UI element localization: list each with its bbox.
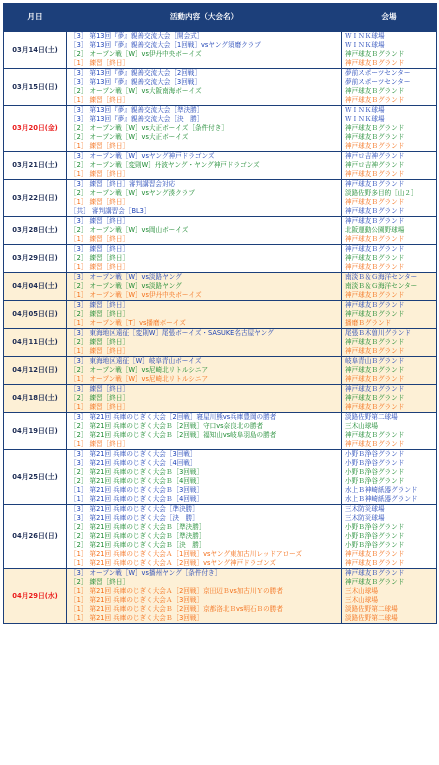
venue-entry: 神戸球友Ｂグランド (345, 569, 405, 577)
schedule-row (4, 357, 437, 385)
venue-entry: 小野Ｂ浄谷グランド (345, 468, 405, 476)
activity-entry: ［1］ 練習［終日］ (70, 142, 130, 150)
activity-entry: ［1］ 練習［終日］ (70, 440, 130, 448)
activity-entry: ［1］ オープン戦［T］vs播磨ボーイズ (70, 319, 186, 327)
header-activity: 活動内容（大会名） (67, 4, 342, 32)
venue-cell (342, 385, 437, 413)
activity-entry: ［2］ 第21回 兵庫のじぎく大会Ｂ［2回戦］福知山vs岐阜羽島の勝者 (70, 431, 277, 439)
venue-cell (342, 152, 437, 180)
venue-cell (342, 569, 437, 624)
venue-entry: ＷＩＮＫ球場 (345, 41, 385, 49)
activity-cell (67, 180, 342, 217)
venue-entry: 北阪運動公園野球場 (345, 226, 405, 234)
activity-entry: ［2］ オープン戦［W］vsヤング湊クラブ (70, 189, 195, 197)
activity-entry: ［2］ オープン戦［W］vs淡路ヤング (70, 282, 182, 290)
venue-entry: 小野Ｂ浄谷グランド (345, 532, 405, 540)
activity-entry: ［3］ 第21回 兵庫のじぎく大会［準決勝］ (70, 505, 199, 513)
activity-entry: ［3］ 第13回『夢』親善交流大会［2回戦］ (70, 69, 201, 77)
activity-cell (67, 329, 342, 357)
activity-entry: ［1］ オープン戦［W］vs尼崎北リトルシニア (70, 375, 209, 383)
schedule-row (4, 69, 437, 106)
venue-entry: 神戸球友Ｂグランド (345, 142, 405, 150)
activity-cell (67, 301, 342, 329)
venue-entry: 神戸球友Ｂグランド (345, 96, 405, 104)
activity-cell (67, 217, 342, 245)
activity-entry: ［3］ 練習［終日］ (70, 245, 130, 253)
venue-cell (342, 69, 437, 106)
venue-entry: 小野Ｂ浄谷グランド (345, 459, 405, 467)
venue-entry: 三木山球場 (345, 422, 378, 430)
header-row (4, 4, 437, 32)
row-date: 03月28日(土) (4, 217, 67, 245)
venue-entry: 小野Ｂ浄谷グランド (345, 541, 405, 549)
activity-entry: ［3］ 第13回『夢』親善交流大会［決 勝］ (70, 115, 204, 123)
activity-entry: ［2］ 第21回 兵庫のじぎく大会Ｂ［決 勝］ (70, 541, 206, 549)
venue-entry: 水上Ｂ神崎紙器グランド (345, 486, 418, 494)
activity-entry: ［3］ 練習［終日］ (70, 385, 130, 393)
header-venue: 会場 (342, 4, 437, 32)
row-date: 04月11日(土) (4, 329, 67, 357)
venue-cell (342, 357, 437, 385)
header-date: 月日 (4, 4, 67, 32)
row-date: 04月05日(日) (4, 301, 67, 329)
activity-entry: ［1］ 第21回 兵庫のじぎく大会Ａ［1回戦］vsヤング東加古川レッドアローズ (70, 550, 302, 558)
row-date: 03月22日(日) (4, 180, 67, 217)
schedule-row (4, 273, 437, 301)
row-date: 04月25日(土) (4, 450, 67, 505)
row-date: 04月12日(日) (4, 357, 67, 385)
activity-entry: ［3］ 第13回『夢』親善交流大会［3回戦］ (70, 78, 201, 86)
activity-cell (67, 505, 342, 569)
venue-entry: 神戸球友Ｂグランド (345, 59, 405, 67)
schedule-row (4, 245, 437, 273)
schedule-row (4, 217, 437, 245)
activity-entry: ［3］ 第13回『夢』親善交流大会［準決勝］ (70, 106, 204, 114)
activity-entry: ［2］ 練習［終日］ (70, 310, 130, 318)
venue-cell (342, 505, 437, 569)
schedule-row (4, 329, 437, 357)
venue-entry: 神戸球友Ｂグランド (345, 550, 405, 558)
venue-entry: 南淡Ｂ＆Ｇ海洋センター (345, 282, 418, 290)
activity-entry: ［3］ 第13回『夢』親善交流大会［開会式］ (70, 32, 204, 40)
venue-entry: ＷＩＮＫ球場 (345, 32, 385, 40)
schedule-row (4, 180, 437, 217)
venue-entry: 淡路佐野第二球場 (345, 605, 398, 613)
venue-cell (342, 273, 437, 301)
activity-entry: ［3］ 東海地区遠征［W］岐阜青山ボーイズ (70, 357, 202, 365)
venue-entry: 淡路佐野第二球場 (345, 614, 398, 622)
activity-entry: ［1］ 第21回 兵庫のじぎく大会Ｂ［4回戦］ (70, 495, 204, 503)
schedule-row (4, 385, 437, 413)
row-date: 04月26日(日) (4, 505, 67, 569)
venue-entry: 神戸球友Ｂグランド (345, 87, 405, 95)
venue-entry: 神戸球友Ｂグランド (345, 198, 405, 206)
activity-cell (67, 245, 342, 273)
venue-entry: 三木防災球場 (345, 514, 385, 522)
venue-entry: 神戸球友Ｂグランド (345, 385, 405, 393)
venue-cell (342, 245, 437, 273)
schedule-row (4, 301, 437, 329)
venue-entry: 夢前スポーツセンター (345, 69, 411, 77)
activity-entry: ［2］ オープン戦［W］vs伊丹中央ボーイズ (70, 50, 202, 58)
venue-cell (342, 413, 437, 450)
activity-entry: ［3］ 東海地区遠征［変則W］尾張ボーイズ・SASUKE名古屋ヤング (70, 329, 274, 337)
venue-entry: 神戸球友Ｂグランド (345, 338, 405, 346)
venue-entry: 神戸球友Ｂグランド (345, 50, 405, 58)
venue-entry: 夢前スポーツセンター (345, 78, 411, 86)
venue-entry: 神戸球友Ｂグランド (345, 133, 405, 141)
activity-entry: ［3］ オープン戦［W］vs播州ヤング［条件付き］ (70, 569, 222, 577)
venue-entry: 神戸ロ吉神グランド (345, 161, 405, 169)
schedule-row (4, 413, 437, 450)
activity-entry: ［3］ 練習［終日］ (70, 217, 130, 225)
activity-entry: ［2］ 練習［終日］ (70, 394, 130, 402)
schedule-body (4, 32, 437, 624)
venue-entry: 南淡Ｂ＆Ｇ海洋センター (345, 273, 418, 281)
activity-entry: ［2］ オープン戦［W］vs大正ボーイズ［条件付き］ (70, 124, 228, 132)
venue-cell (342, 450, 437, 505)
activity-entry: ［1］ 第21回 兵庫のじぎく大会Ｂ［2回戦］京都洛北Ｂvs明石Ｂの勝者 (70, 605, 283, 613)
activity-entry: ［3］ 第21回 兵庫のじぎく大会［4回戦］ (70, 459, 197, 467)
venue-entry: 神戸球友Ｂグランド (345, 263, 405, 271)
activity-entry: ［1］ オープン戦［W］vs伊丹中央ボーイズ (70, 291, 202, 299)
venue-entry: 三木山球場 (345, 587, 378, 595)
venue-entry: 神戸球友Ｂグランド (345, 207, 405, 215)
activity-entry: ［2］ 練習［終日］ (70, 338, 130, 346)
row-date: 03月14日(土) (4, 32, 67, 69)
activity-entry: ［3］ オープン戦［W］vs淡路ヤング (70, 273, 182, 281)
schedule-row (4, 152, 437, 180)
schedule-row (4, 450, 437, 505)
venue-entry: 神戸ロ吉神グランド (345, 152, 405, 160)
activity-entry: ［3］ 第21回 兵庫のじぎく大会［決 勝］ (70, 514, 199, 522)
activity-entry: ［2］ 練習［終日］ (70, 254, 130, 262)
schedule-row (4, 505, 437, 569)
venue-entry: 神戸球友Ｂグランド (345, 394, 405, 402)
activity-entry: ［3］ 第13回『夢』親善交流大会［1回戦］vsヤング須磨クラブ (70, 41, 261, 49)
activity-entry: ［1］ 練習［終日］ (70, 198, 130, 206)
activity-entry: ［2］ オープン戦［W］vs大正ボーイズ (70, 133, 189, 141)
venue-entry: 神戸球友Ｂグランド (345, 170, 405, 178)
venue-entry: 神戸球友Ｂグランド (345, 366, 405, 374)
activity-entry: ［1］ 第21回 兵庫のじぎく大会Ｂ［3回戦］ (70, 486, 204, 494)
activity-cell (67, 385, 342, 413)
venue-cell (342, 301, 437, 329)
activity-entry: ［3］ 第21回 兵庫のじぎく大会［3回戦］ (70, 450, 197, 458)
activity-entry: ［3］ 第21回 兵庫のじぎく大会［2回戦］寝屋川熊vs兵庫豊岡の勝者 (70, 413, 277, 421)
venue-entry: 三木防災球場 (345, 505, 385, 513)
venue-entry: ＷＩＮＫ球場 (345, 115, 385, 123)
venue-entry: 水上Ｂ神崎紙器グランド (345, 495, 418, 503)
venue-entry: 淡路佐野第二球場 (345, 413, 398, 421)
activity-entry: ［2］ オープン戦［W］vs岡山ボーイズ (70, 226, 189, 234)
venue-entry: 神戸球友Ｂグランド (345, 235, 405, 243)
schedule-row (4, 569, 437, 624)
venue-entry: 播磨Ｂグランド (345, 319, 392, 327)
activity-entry: ［2］ 第21回 兵庫のじぎく大会Ｂ［2回戦］守口vs奈良北の勝者 (70, 422, 264, 430)
venue-entry: 小野Ｂ浄谷グランド (345, 477, 405, 485)
activity-cell (67, 32, 342, 69)
activity-entry: ［3］ 練習［終日］審判講習会対応 (70, 180, 176, 188)
venue-entry: 神戸球友Ｂグランド (345, 440, 405, 448)
venue-entry: 小野Ｂ浄谷グランド (345, 523, 405, 531)
venue-entry: 三木山球場 (345, 596, 378, 604)
venue-entry: 神戸球友Ｂグランド (345, 180, 405, 188)
activity-cell (67, 413, 342, 450)
row-date: 03月29日(日) (4, 245, 67, 273)
venue-entry: 神戸球友Ｂグランド (345, 347, 405, 355)
activity-entry: ［3］ オープン戦［W］vsヤング神戸ドラゴンズ (70, 152, 215, 160)
row-date: 04月18日(土) (4, 385, 67, 413)
venue-entry: 岐阜青山Ｂグランド (345, 357, 405, 365)
venue-cell (342, 217, 437, 245)
row-date: 03月15日(日) (4, 69, 67, 106)
activity-entry: ［1］ 練習［終日］ (70, 96, 130, 104)
activity-cell (67, 152, 342, 180)
activity-entry: ［2］ オープン戦［変則W］丹波ヤング・ヤング神戸ドラゴンズ (70, 161, 260, 169)
venue-entry: 神戸球友Ｂグランド (345, 291, 405, 299)
venue-entry: 神戸球友Ｂグランド (345, 559, 405, 567)
activity-entry: ［3］ 練習［終日］ (70, 301, 130, 309)
activity-cell (67, 69, 342, 106)
venue-entry: 淡路佐野多目的［山２］ (345, 189, 418, 197)
activity-entry: ［2］ 第21回 兵庫のじぎく大会Ｂ［準決勝］ (70, 532, 206, 540)
activity-entry: ［1］ 第21回 兵庫のじぎく大会Ｂ［3回戦］ (70, 614, 204, 622)
venue-entry: 小野Ｂ浄谷グランド (345, 450, 405, 458)
activity-entry: ［2］ オープン戦［W］vs大阪南海ボーイズ (70, 87, 202, 95)
row-date: 03月21日(土) (4, 152, 67, 180)
activity-cell (67, 106, 342, 152)
activity-entry: ［2］ 練習［終日］ (70, 578, 130, 586)
venue-cell (342, 32, 437, 69)
activity-entry: ［1］ 練習［終日］ (70, 403, 130, 411)
activity-entry: ［1］ 第21回 兵庫のじぎく大会Ａ［2回戦］vsヤング神戸ドラゴンズ (70, 559, 276, 567)
venue-entry: 神戸球友Ｂグランド (345, 431, 405, 439)
activity-cell (67, 357, 342, 385)
venue-entry: 神戸球友Ｂグランド (345, 217, 405, 225)
venue-entry: 神戸球友Ｂグランド (345, 301, 405, 309)
activity-entry: ［1］ 第21回 兵庫のじぎく大会Ａ［2回戦］京田辺Ｂvs加古川Ｙの勝者 (70, 587, 283, 595)
venue-entry: 尾張Ｂ木曽川グランド (345, 329, 411, 337)
schedule-table (3, 3, 437, 624)
venue-entry: 神戸球友Ｂグランド (345, 124, 405, 132)
venue-entry: 神戸球友Ｂグランド (345, 403, 405, 411)
activity-cell (67, 569, 342, 624)
row-date: 04月19日(日) (4, 413, 67, 450)
row-date: 04月04日(土) (4, 273, 67, 301)
venue-entry: 神戸球友Ｂグランド (345, 245, 405, 253)
activity-cell (67, 450, 342, 505)
activity-entry: ［2］ 第21回 兵庫のじぎく大会Ｂ［4回戦］ (70, 477, 204, 485)
activity-entry: ［共］ 審判講習会［BL3］ (70, 207, 151, 215)
activity-entry: ［1］ 練習［終日］ (70, 235, 130, 243)
activity-entry: ［2］ 第21回 兵庫のじぎく大会Ｂ［3回戦］ (70, 468, 204, 476)
venue-entry: 神戸球友Ｂグランド (345, 578, 405, 586)
row-date: 04月29日(水) (4, 569, 67, 624)
venue-cell (342, 106, 437, 152)
activity-entry: ［2］ 第21回 兵庫のじぎく大会Ｂ［準決勝］ (70, 523, 206, 531)
row-date: 03月20日(金) (4, 106, 67, 152)
schedule-row (4, 106, 437, 152)
activity-entry: ［1］ 練習［終日］ (70, 170, 130, 178)
activity-entry: ［2］ オープン戦［W］vs尼崎北リトルシニア (70, 366, 209, 374)
activity-entry: ［1］ 練習［終日］ (70, 263, 130, 271)
venue-cell (342, 329, 437, 357)
venue-entry: ＷＩＮＫ球場 (345, 106, 385, 114)
activity-entry: ［1］ 第21回 兵庫のじぎく大会Ａ［3回戦］ (70, 596, 204, 604)
activity-entry: ［1］ 練習［終日］ (70, 59, 130, 67)
venue-entry: 神戸球友Ｂグランド (345, 375, 405, 383)
venue-entry: 神戸球友Ｂグランド (345, 254, 405, 262)
schedule-row (4, 32, 437, 69)
venue-cell (342, 180, 437, 217)
activity-cell (67, 273, 342, 301)
activity-entry: ［1］ 練習［終日］ (70, 347, 130, 355)
venue-entry: 神戸球友Ｂグランド (345, 310, 405, 318)
